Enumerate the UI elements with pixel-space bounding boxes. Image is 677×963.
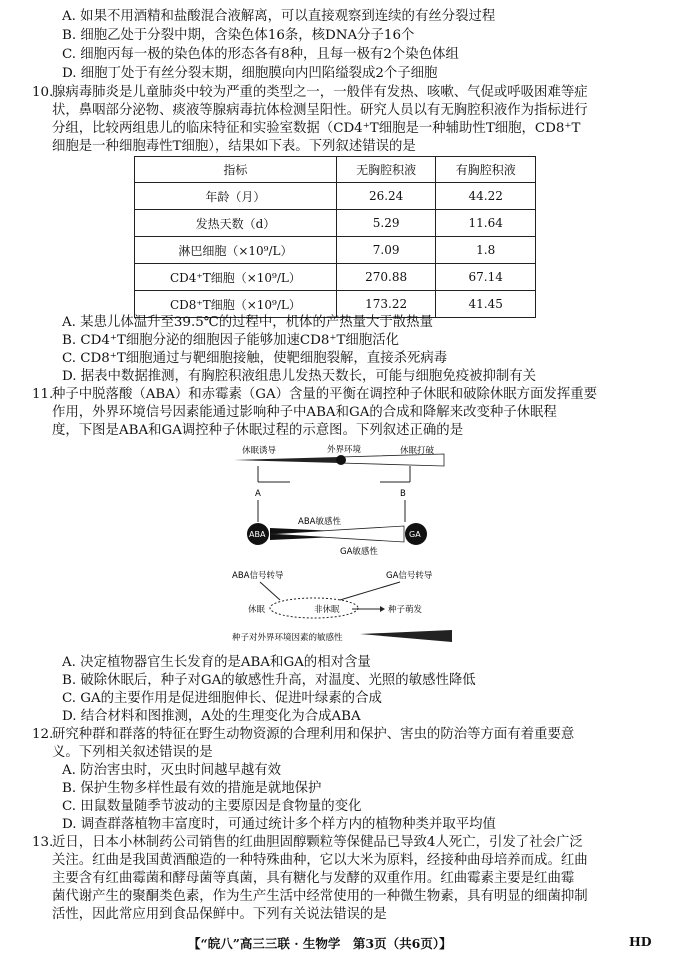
option-text: B. 细胞乙处于分裂中期，含染色体16条，核DNA分子16个: [62, 28, 415, 43]
table-row: [135, 237, 536, 264]
aba-label: ABA: [249, 530, 266, 539]
table-cell: CD8⁺T细胞（×10⁹/L）: [135, 291, 337, 318]
question-stem: 研究种群和群落的特征在野生动物资源的合理利用和保护、害虫的防治等方面有着重要意: [52, 727, 575, 742]
label-b: B: [400, 489, 406, 499]
label-a: A: [255, 489, 261, 499]
label-induce: 休眠诱导: [242, 446, 277, 456]
question-number: 12.: [32, 727, 54, 742]
question-stem: 度，下图是ABA和GA调控种子休眠过程的示意图。下列叙述正确的是: [52, 423, 464, 438]
option-text: A. 如果不用酒精和盐酸混合液解离，可以直接观察到连续的有丝分裂过程: [62, 9, 496, 24]
aba-ga-diagram: [230, 442, 460, 654]
option-text: D. 据表中数据推测，有胸腔积液组患儿发热天数长，可能与细胞免疫被抑制有关: [62, 369, 537, 384]
question-number: 11.: [32, 387, 54, 402]
label-aba-trans: ABA信号转导: [232, 571, 284, 581]
table-cell: 44.22: [436, 183, 536, 210]
page-footer: 【“皖八”高三三联 · 生物学 第3页（共6页）】: [188, 936, 452, 951]
label-break: 休眠打破: [400, 446, 435, 456]
table-cell: 7.09: [336, 237, 436, 264]
option-text: B. 保护生物多样性最有效的措施是就地保护: [62, 781, 322, 796]
table-cell: 173.22: [336, 291, 436, 318]
question-stem: 义。下列相关叙述错误的是: [52, 745, 213, 760]
table-cell: 26.24: [336, 183, 436, 210]
table-cell: 270.88: [336, 264, 436, 291]
label-germ: 种子萌发: [388, 605, 423, 615]
table-cell: 11.64: [436, 210, 536, 237]
option-text: B. CD4⁺T细胞分泌的细胞因子能够加速CD8⁺T细胞活化: [62, 333, 399, 348]
table-cell: 5.29: [336, 210, 436, 237]
table-header: 指标: [135, 157, 337, 183]
table-cell: 发热天数（d）: [135, 210, 337, 237]
footer-code: HD: [629, 934, 652, 949]
option-text: D. 调查群落植物丰富度时，可通过统计多个样方内的植物种类并取平均值: [62, 817, 496, 832]
table-header: 有胸腔积液: [436, 157, 536, 183]
option-text: D. 结合材料和图推测，A处的生理变化为合成ABA: [62, 709, 361, 724]
table-header: 无胸腔积液: [336, 157, 436, 183]
option-text: C. 田鼠数量随季节波动的主要原因是食物量的变化: [62, 799, 362, 814]
option-text: D. 细胞丁处于有丝分裂末期，细胞膜向内凹陷缢裂成2个子细胞: [62, 66, 438, 81]
option-text: C. CD8⁺T细胞通过与靶细胞接触，使靶细胞裂解，直接杀死病毒: [62, 351, 448, 366]
question-stem: 状，鼻咽部分泌物、痰液等腺病毒抗体检测呈阳性。研究人员以有无胸腔积液作为指标进行: [52, 103, 588, 118]
label-ga-sens: GA敏感性: [340, 547, 378, 557]
option-text: C. 细胞丙每一极的染色体的形态各有8种，且每一极有2个染色体组: [62, 47, 459, 62]
ga-label: GA: [409, 530, 421, 539]
table-cell: 1.8: [436, 237, 536, 264]
question-stem: 细胞是一种细胞毒性T细胞），结果如下表。下列叙述错误的是: [52, 139, 416, 154]
table-cell: CD4⁺T细胞（×10⁹/L）: [135, 264, 337, 291]
table-row: [135, 183, 536, 210]
table-cell: 67.14: [436, 264, 536, 291]
option-text: A. 防治害虫时，灭虫时间越早越有效: [62, 763, 282, 778]
label-env: 外界环境: [327, 445, 362, 455]
question-stem: 活性，因此常应用到食品保鲜中。下列有关说法错误的是: [52, 907, 387, 922]
question-stem: 分组，比较两组患儿的临床特征和实验室数据（CD4⁺T细胞是一种辅助性T细胞，CD8⁺T: [52, 121, 581, 136]
table-row: [135, 210, 536, 237]
table-cell: 41.45: [436, 291, 536, 318]
option-text: C. GA的主要作用是促进细胞伸长、促进叶绿素的合成: [62, 691, 382, 706]
table-cell: 淋巴细胞（×10⁹/L）: [135, 237, 337, 264]
option-text: A. 某患儿体温升至39.5℃的过程中，机体的产热量大于散热量: [62, 315, 433, 330]
label-release: 非休眠: [314, 605, 340, 615]
question-stem: 菌代谢产生的聚酮类色素，作为生产生活中经常使用的一种微生物素，具有明显的细菌抑制: [52, 889, 588, 904]
label-aba-sens: ABA敏感性: [298, 517, 341, 527]
option-text: A. 决定植物器官生长发育的是ABA和GA的相对含量: [62, 655, 371, 670]
question-stem: 种子中脱落酸（ABA）和赤霉素（GA）含量的平衡在调控种子休眠和破除休眠方面发挥重要: [52, 387, 597, 402]
table-row: [135, 264, 536, 291]
label-ga-trans: GA信号转导: [386, 571, 433, 581]
label-dormancy: 休眠: [248, 605, 266, 615]
question-stem: 腺病毒肺炎是儿童肺炎中较为严重的类型之一，一般伴有发热、咳嗽、气促或呼吸困难等症: [52, 85, 588, 100]
question-number: 10.: [32, 85, 54, 100]
data-table: [134, 156, 536, 318]
option-text: B. 破除休眠后，种子对GA的敏感性升高，对温度、光照的敏感性降低: [62, 673, 476, 688]
question-stem: 近日，日本小林制药公司销售的红曲胆固醇颗粒等保健品已导致4人死亡，引发了社会广泛: [52, 835, 583, 850]
question-stem: 主要含有红曲霉菌和酵母菌等真菌，具有糖化与发酵的双重作用。红曲霉素主要是红曲霉: [52, 871, 575, 886]
label-sens: 种子对外界环境因素的敏感性: [232, 633, 343, 643]
question-stem: 关注。红曲是我国黄酒酿造的一种特殊曲种，它以大米为原料，经接种曲母培养而成。红曲: [52, 853, 588, 868]
question-number: 13.: [32, 835, 54, 850]
table-header-row: [135, 157, 536, 183]
table-cell: 年龄（月）: [135, 183, 337, 210]
question-stem: 作用，外界环境信号因素能通过影响种子中ABA和GA的合成和降解来改变种子休眠程: [52, 405, 557, 420]
